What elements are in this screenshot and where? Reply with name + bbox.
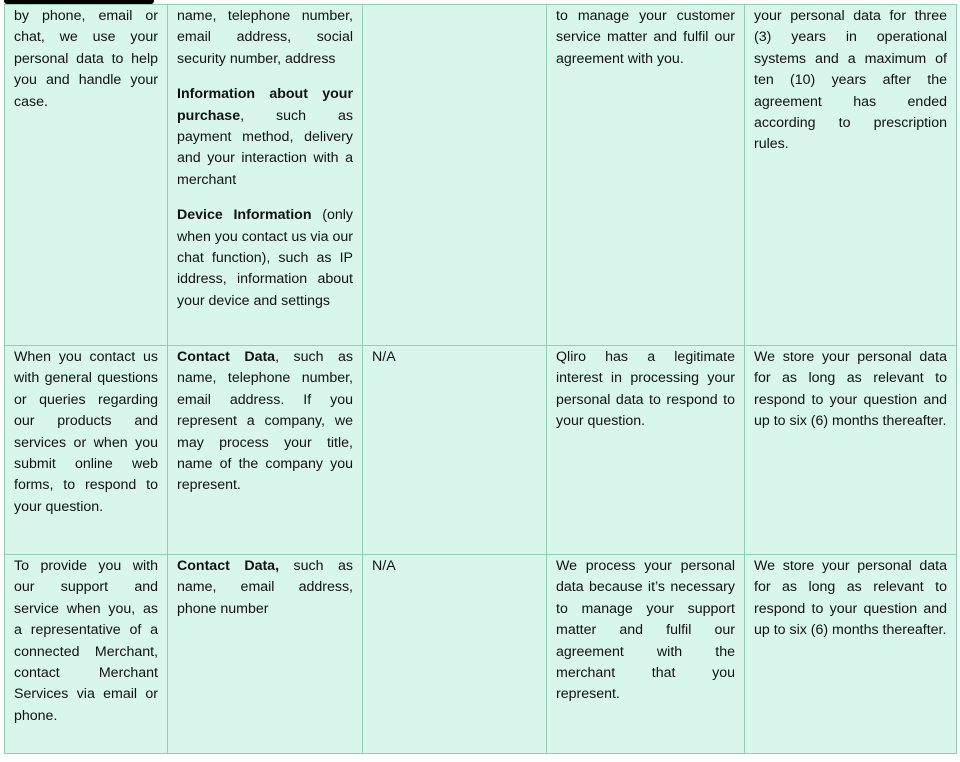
purpose-text: When you contact us with general questions or queries regarding our products and services or when you submit online web forms, to respond to your question.: [14, 349, 158, 515]
table-row: [5, 346, 957, 555]
data-categories-cell: [168, 346, 363, 555]
contact-data-text: , such as name, telephone number, email address. If you represent a company, we may process your title, name of the company you represent.: [177, 349, 353, 494]
data-categories-cell: [168, 555, 363, 754]
contact-data-paragraph: [177, 347, 353, 497]
legal-basis-text: We process your personal data because it’s necessary to manage your support matter and fulfil our agreement with the merchant that you represent.: [556, 558, 735, 703]
contact-data-heading: Contact Data,: [177, 558, 280, 574]
purpose-text: by phone, email or chat, we use your personal data to help you and handle your case.: [14, 8, 158, 110]
retention-cell: [745, 346, 957, 555]
device-info-heading: Device Information: [177, 207, 312, 224]
legal-basis-cell: [547, 555, 745, 754]
device-info-paragraph: [177, 205, 353, 312]
source-cell: [363, 346, 547, 555]
legal-basis-cell: [547, 5, 745, 346]
source-text: N/A: [372, 558, 396, 574]
table-row: [5, 5, 957, 346]
contact-data-text: such as name, email address, phone number: [177, 558, 353, 617]
purpose-text: To provide you with our support and service when you, as a representative of a connected Merchant, contact Merchant Services via email or phone.: [14, 558, 158, 724]
contact-data-heading: Contact Data: [177, 349, 276, 365]
retention-cell: [745, 5, 957, 346]
purpose-cell: [5, 555, 168, 754]
source-text: N/A: [372, 349, 396, 365]
table-row: [5, 555, 957, 754]
purpose-cell: [5, 346, 168, 555]
retention-text: We store your personal data for as long as relevant to respond to your question and up to six (6) months thereafter.: [754, 349, 947, 430]
device-info-text: (only when you contact us via our chat function), such as IP iddress, information about your device and settings: [177, 207, 353, 309]
legal-basis-text: Qliro has a legitimate interest in processing your personal data to respond to your question.: [556, 349, 735, 430]
retention-text: We store your personal data for as long as relevant to respond to your question and up to six (6) months thereafter.: [754, 558, 947, 639]
contact-data-paragraph: [177, 556, 353, 620]
retention-text: your personal data for three (3) years in operational systems and a maximum of ten (10) years after the agreement has ended according to prescription rules.: [754, 8, 947, 153]
personal-data-table: [4, 4, 956, 754]
retention-cell: [745, 555, 957, 754]
purpose-cell: [5, 5, 168, 346]
purchase-info-heading: Information about your purchase: [177, 86, 353, 124]
legal-basis-cell: [547, 346, 745, 555]
contact-data-continuation: name, telephone number, email address, social security number, address: [177, 8, 353, 67]
legal-basis-text: to manage your customer service matter and fulfil our agreement with you.: [556, 8, 735, 67]
source-cell: [363, 555, 547, 754]
source-cell: [363, 5, 547, 346]
purchase-info-text: , such as payment method, delivery and your interaction with a merchant: [177, 107, 353, 188]
purchase-info-paragraph: [177, 84, 353, 191]
data-categories-cell: [168, 5, 363, 346]
processing-table: [4, 4, 957, 754]
